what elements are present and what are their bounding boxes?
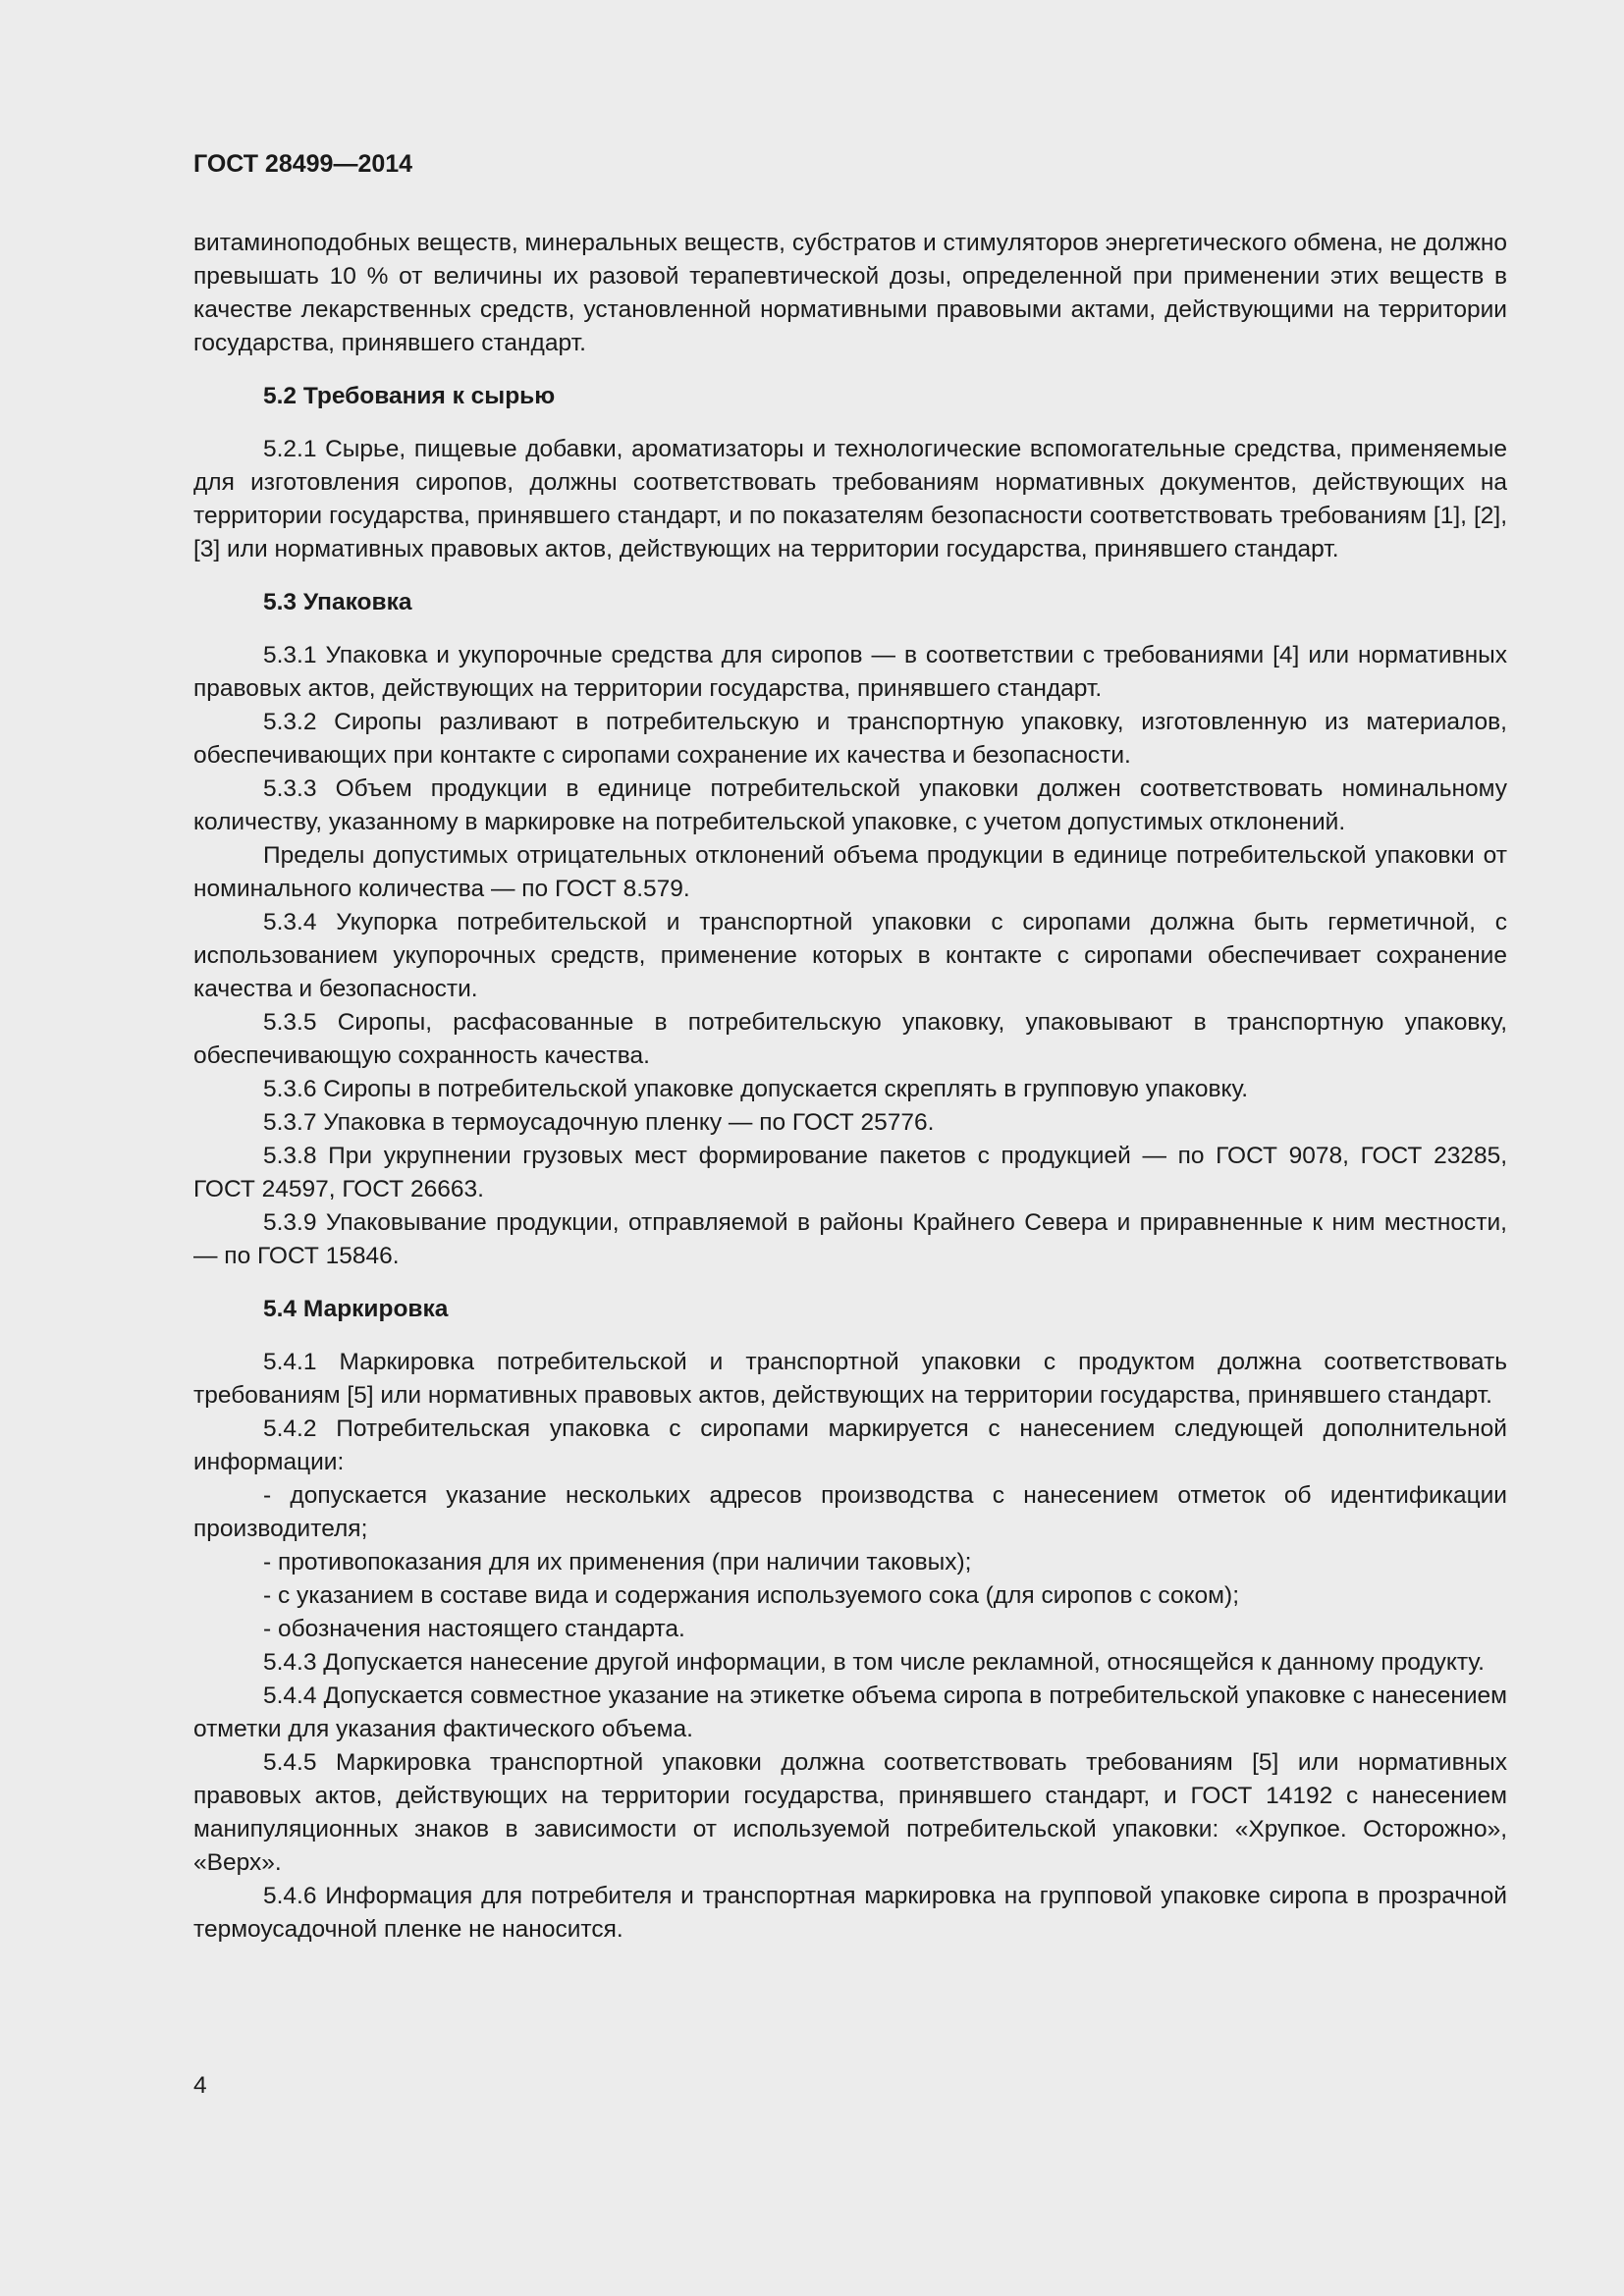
clause-5-4-4: 5.4.4 Допускается совместное указание на этикетке объема сиропа в потребительской упаковке с нанесением отметки для указания фактического объема. (193, 1682, 1507, 1742)
clause-5-3-2: 5.3.2 Сиропы разливают в потребительскую и транспортную упаковку, изготовленную из материалов, обеспечивающих при контакте с сиропами сохранение их качества и безопасности. (193, 709, 1507, 769)
page-number: 4 (193, 2072, 207, 2099)
clause-5-3-6: 5.3.6 Сиропы в потребительской упаковке допускается скреплять в групповую упаковку. (263, 1076, 1249, 1102)
clause-5-3-3-limits: Пределы допустимых отрицательных отклонений объема продукции в единице потребительской упаковки от номинального количества — по ГОСТ 8.579. (193, 842, 1507, 902)
list-item: - допускается указание нескольких адресов производства с нанесением отметок об идентификации производителя; (193, 1482, 1507, 1542)
clause-5-3-1: 5.3.1 Упаковка и укупорочные средства для сиропов — в соответствии с требованиями [4] или нормативных правовых актов, действующих на территории государства, принявшего стандарт. (193, 642, 1507, 702)
clause-5-4-2: 5.4.2 Потребительская упаковка с сиропами маркируется с нанесением следующей дополнительной информации: (193, 1415, 1507, 1475)
clause-5-3-4: 5.3.4 Укупорка потребительской и транспортной упаковки с сиропами должна быть герметичной, с использованием укупорочных средств, применение которых в контакте с сиропами обеспечивает сохранение качества и безопасности. (193, 909, 1507, 1002)
document-id-header: ГОСТ 28499—2014 (193, 150, 413, 178)
clause-5-4-6: 5.4.6 Информация для потребителя и транспортная маркировка на групповой упаковке сиропа в прозрачной термоусадочной пленке не наносится. (193, 1883, 1507, 1943)
list-item: - с указанием в составе вида и содержания используемого сока (для сиропов с соком); (263, 1582, 1239, 1609)
clause-5-4-1: 5.4.1 Маркировка потребительской и транспортной упаковки с продуктом должна соответствовать требованиям [5] или нормативных правовых актов, действующих на территории государства, принявшего стандарт. (193, 1349, 1507, 1409)
clause-5-4-3: 5.4.3 Допускается нанесение другой информации, в том числе рекламной, относящейся к данному продукту. (263, 1649, 1485, 1676)
section-5-3-heading: 5.3 Упаковка (263, 589, 412, 615)
list-item: - обозначения настоящего стандарта. (263, 1616, 685, 1642)
section-5-2-heading: 5.2 Требования к сырью (263, 383, 556, 409)
intro-paragraph: витаминоподобных веществ, минеральных веществ, субстратов и стимуляторов энергетического обмена, не должно превышать 10 % от величины их разовой терапевтической дозы, определенной при применении этих веществ в качестве лекарственных средств, установленной нормативными правовыми актами, действующими на территории государства, принявшего стандарт. (193, 230, 1507, 356)
clause-5-2-1: 5.2.1 Сырье, пищевые добавки, ароматизаторы и технологические вспомогательные средства, применяемые для изготовления сиропов, должны соответствовать требованиям нормативных документов, действующих на территории государства, принявшего стандарт, и по показателям безопасности соответствовать требованиям [1], [2], [3] или нормативных правовых актов, действующих на территории государства, принявшего стандарт. (193, 436, 1507, 562)
section-5-4-heading: 5.4 Маркировка (263, 1296, 449, 1322)
document-page (193, 147, 1507, 1947)
list-item: - противопоказания для их применения (при наличии таковых); (263, 1549, 972, 1575)
clause-5-3-9: 5.3.9 Упаковывание продукции, отправляемой в районы Крайнего Севера и приравненные к ним местности, — по ГОСТ 15846. (193, 1209, 1507, 1269)
clause-5-3-3: 5.3.3 Объем продукции в единице потребительской упаковки должен соответствовать номинальному количеству, указанному в маркировке на потребительской упаковке, с учетом допустимых отклонений. (193, 775, 1507, 835)
clause-5-3-5: 5.3.5 Сиропы, расфасованные в потребительскую упаковку, упаковывают в транспортную упаковку, обеспечивающую сохранность качества. (193, 1009, 1507, 1069)
clause-5-3-8: 5.3.8 При укрупнении грузовых мест формирование пакетов с продукцией — по ГОСТ 9078, ГОСТ 23285, ГОСТ 24597, ГОСТ 26663. (193, 1143, 1507, 1202)
clause-5-4-5: 5.4.5 Маркировка транспортной упаковки должна соответствовать требованиям [5] или нормативных правовых актов, действующих на территории государства, принявшего стандарт, и ГОСТ 14192 с нанесением манипуляционных знаков в зависимости от используемой потребительской упаковки: «Хрупкое. Осторожно», «Верх». (193, 1749, 1507, 1876)
clause-5-3-7: 5.3.7 Упаковка в термоусадочную пленку — по ГОСТ 25776. (263, 1109, 935, 1136)
